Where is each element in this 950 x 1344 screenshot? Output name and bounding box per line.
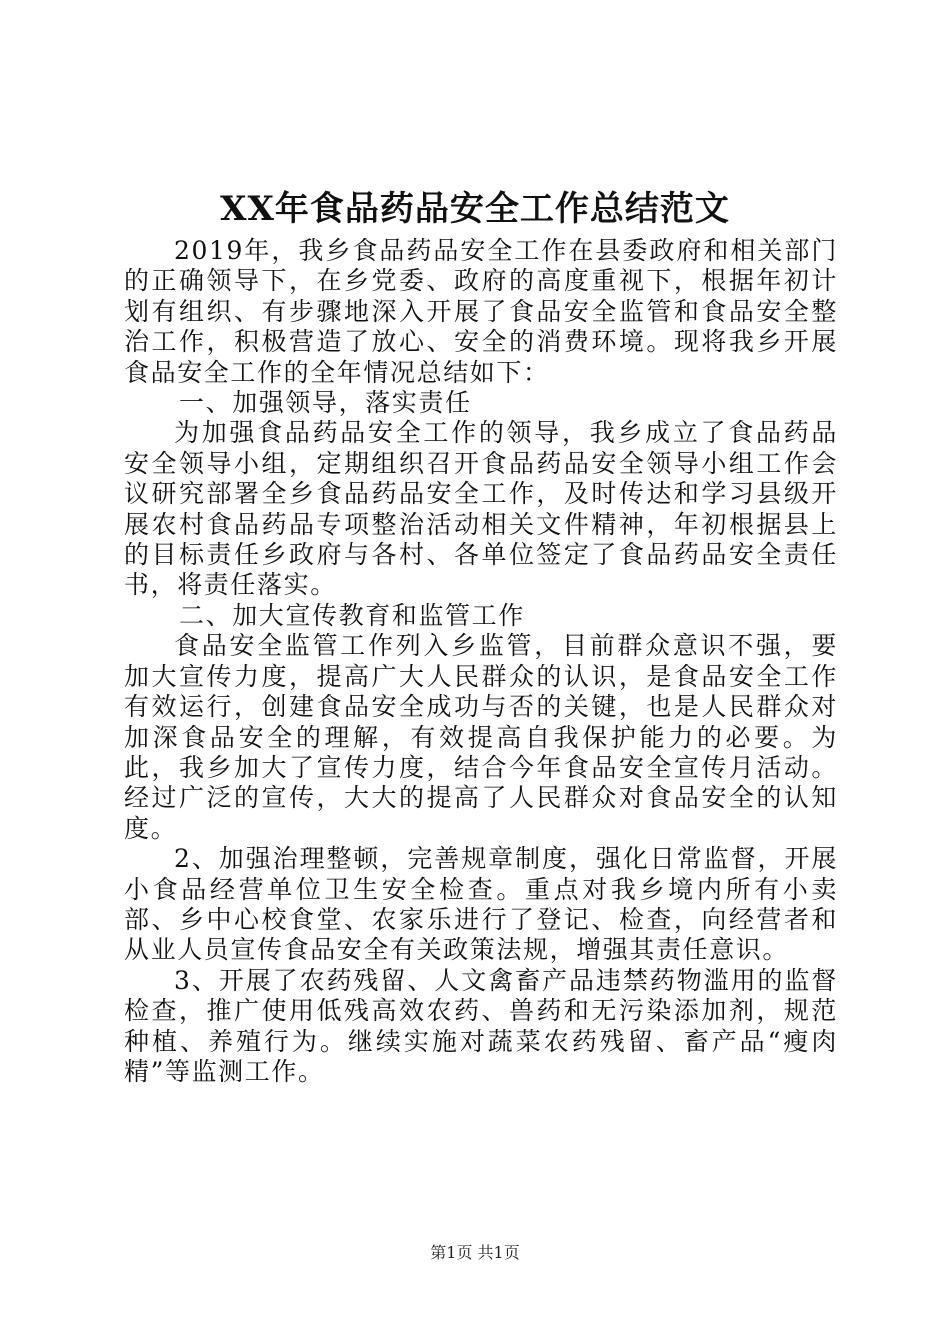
section-heading-2: 二、加大宣传教育和监管工作 bbox=[179, 600, 525, 630]
intro-paragraph: 2019年，我乡食品药品安全工作在县委政府和相关部门的正确领导下，在乡党委、政府的高度重视下，根据年初计划有组织、有步骤地深入开展了食品安全监管和食品安全整治工作，积极营造了放心、安全的消费环境。现将我乡开展食品安全工作的全年情况总结如下： bbox=[124, 236, 838, 387]
document-body bbox=[124, 236, 838, 1087]
page-number-footer: 第1页 共1页 bbox=[430, 1243, 520, 1262]
section-heading-1: 一、加强领导，落实责任 bbox=[179, 388, 472, 418]
section-1-paragraph: 为加强食品药品安全工作的领导，我乡成立了食品药品安全领导小组，定期组织召开食品药品安全领导小组工作会议研究部署全乡食品药品安全工作，及时传达和学习县级开展农村食品药品专项整治活动相关文件精神，年初根据县上的目标责任乡政府与各村、各单位签定了食品药品安全责任书，将责任落实。 bbox=[124, 418, 838, 600]
document-title: XX年食品药品安全工作总结范文 bbox=[220, 189, 730, 229]
item-3-paragraph: 3、开展了农药残留、人文禽畜产品违禁药物滥用的监督检查，推广使用低残高效农药、兽药和无污染添加剂，规范种植、养殖行为。继续实施对蔬菜农药残留、畜产品“瘦肉精”等监测工作。 bbox=[124, 965, 838, 1086]
section-2-paragraph: 食品安全监管工作列入乡监管，目前群众意识不强，要加大宣传力度，提高广大人民群众的认识，是食品安全工作有效运行，创建食品安全成功与否的关键，也是人民群众对加深食品安全的理解，有效提高自我保护能力的必要。为此，我乡加大了宣传力度，结合今年食品安全宣传月活动。经过广泛的宣传，大大的提高了人民群众对食品安全的认知度。 bbox=[124, 631, 838, 843]
item-2-paragraph: 2、加强治理整顿，完善规章制度，强化日常监督，开展小食品经营单位卫生安全检查。重点对我乡境内所有小卖部、乡中心校食堂、农家乐进行了登记、检查，向经营者和从业人员宣传食品安全有关政策法规，增强其责任意识。 bbox=[124, 844, 838, 965]
